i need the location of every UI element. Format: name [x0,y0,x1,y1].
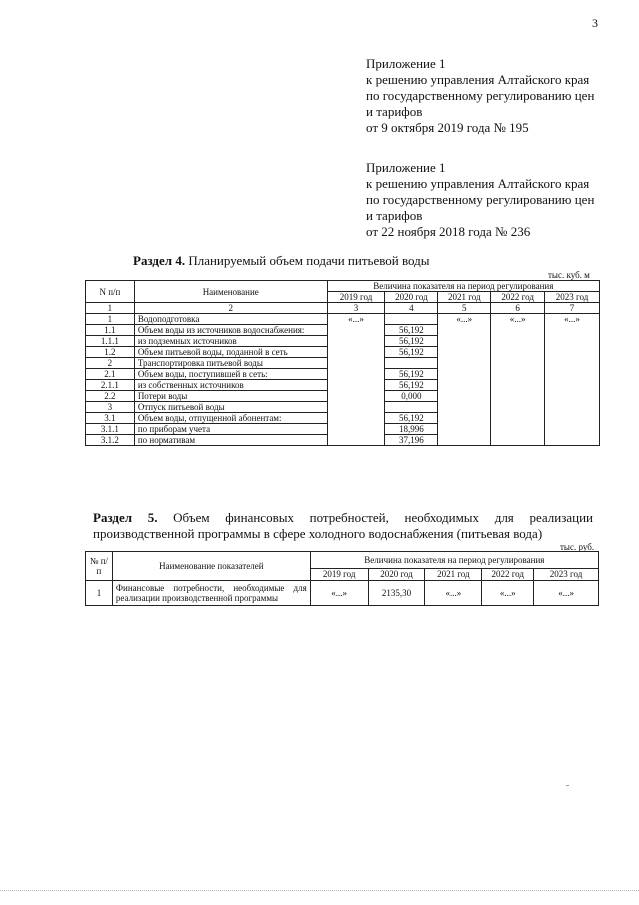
appendix-line: от 9 октября 2019 года № 195 [366,120,529,135]
col-number: 6 [491,303,545,314]
header-year: 2019 год [310,569,368,581]
appendix-line: и тарифов [366,208,423,223]
appendix-line: от 22 ноября 2018 года № 236 [366,224,531,239]
row-num: 2 [86,358,135,369]
row-name: Потери воды [134,391,327,402]
section4-title-bold: Раздел 4. [133,253,186,268]
row-num: 3 [86,402,135,413]
row-name: Объем воды, отпущенной абонентам: [134,413,327,424]
row-num: 2.2 [86,391,135,402]
row-num: 1.1 [86,325,135,336]
row-num: 3.1.1 [86,424,135,435]
row-num: 3.1 [86,413,135,424]
row-name: Водоподготовка [134,314,327,325]
value-2019: «...» [327,314,385,446]
header-year: 2022 год [482,569,534,581]
header-year: 2019 год [327,292,385,303]
row-name: Объем воды из источников водоснабжения: [134,325,327,336]
value-2022: «...» [482,581,534,606]
value-2019: «...» [310,581,368,606]
value-2020: 56,192 [385,380,438,391]
header-num: N п/п [86,281,135,303]
header-period: Величина показателя на период регулирования [327,281,599,292]
value-2020 [385,314,438,325]
row-name [112,581,310,606]
header-period: Величина показателя на период регулирования [310,552,598,569]
scan-edge-line [0,890,639,891]
value-2020: 56,192 [385,336,438,347]
header-year: 2020 год [368,569,425,581]
row-name: из собственных источников [134,380,327,391]
value-2020: 18,996 [385,424,438,435]
table-row [86,314,600,325]
value-2021: «...» [438,314,491,446]
value-2020 [385,358,438,369]
row-num: 2.1.1 [86,380,135,391]
page-number: 3 [592,16,598,30]
section4-title-rest: Планируемый объем подачи питьевой воды [185,253,430,268]
section5-title [93,510,593,542]
appendix-line: Приложение 1 [366,160,446,175]
col-number: 2 [134,303,327,314]
row-name: из подземных источников [134,336,327,347]
header-name: Наименование [134,281,327,303]
row-name: Отпуск питьевой воды [134,402,327,413]
header-num: № п/п [86,552,113,581]
value-2021: «...» [425,581,482,606]
section5-title-line1 [93,510,593,526]
appendix-line: к решению управления Алтайского края [366,72,590,87]
col-number: 4 [385,303,438,314]
col-number: 5 [438,303,491,314]
appendix-line: Приложение 1 [366,56,446,71]
col-number: 7 [545,303,600,314]
appendix-current [366,56,594,136]
row-name: Объем питьевой воды, поданной в сеть [134,347,327,358]
value-2022: «...» [491,314,545,446]
row-name: Объем воды, поступившей в сеть: [134,369,327,380]
section5-table [85,551,599,606]
value-2020: 56,192 [385,325,438,336]
row-num: 1.1.1 [86,336,135,347]
appendix-line: по государственному регулированию цен [366,192,595,207]
row-name: Транспортировка питьевой воды [134,358,327,369]
appendix-line: к решению управления Алтайского края [366,176,590,191]
col-number: 3 [327,303,385,314]
table-row [86,581,599,606]
header-year: 2021 год [438,292,491,303]
scan-speck [566,785,569,786]
section5-title-rest: Объем финансовых потребностей, необходимых для реализации [157,510,593,525]
row-name: по нормативам [134,435,327,446]
value-2023: «...» [534,581,599,606]
section4-table [85,280,600,446]
appendix-line: и тарифов [366,104,423,119]
value-2020: 0,000 [385,391,438,402]
value-2020: 37,196 [385,435,438,446]
value-2023: «...» [545,314,600,446]
section4-unit: тыс. куб. м [548,270,590,280]
row-num: 3.1.2 [86,435,135,446]
row-num: 1 [86,314,135,325]
row-num: 1.2 [86,347,135,358]
header-year: 2020 год [385,292,438,303]
header-name: Наименование показателей [112,552,310,581]
row-num: 1 [86,581,113,606]
header-year: 2021 год [425,569,482,581]
value-2020: 2135,30 [368,581,425,606]
value-2020: 56,192 [385,369,438,380]
section5-title-line2: производственной программы в сфере холодного водоснабжения (питьевая вода) [93,526,543,541]
header-year: 2023 год [534,569,599,581]
value-2020 [385,402,438,413]
section4-title [133,253,430,269]
section5-unit: тыс. руб. [560,542,595,552]
row-name-line1: Финансовые потребности, необходимые для [115,583,307,593]
header-year: 2023 год [545,292,600,303]
row-name: по приборам учета [134,424,327,435]
row-num: 2.1 [86,369,135,380]
value-2020: 56,192 [385,413,438,424]
value-2020: 56,192 [385,347,438,358]
section5-title-bold: Раздел 5. [93,510,158,525]
appendix-line: по государственному регулированию цен [366,88,595,103]
appendix-previous [366,160,594,240]
col-number: 1 [86,303,135,314]
header-year: 2022 год [491,292,545,303]
row-name-line2: реализации производственной программы [115,593,279,603]
